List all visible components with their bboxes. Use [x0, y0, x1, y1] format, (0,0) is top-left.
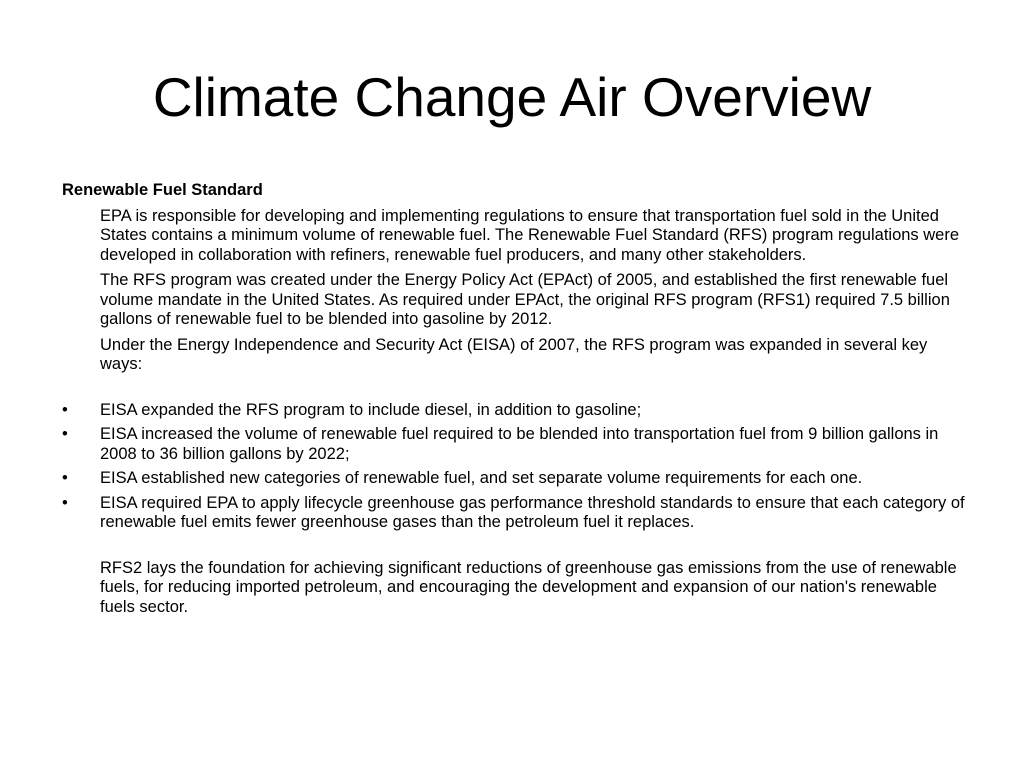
bullet-dot-icon: • — [62, 493, 68, 512]
bullet-dot-icon: • — [62, 400, 68, 419]
bullet-item — [62, 469, 972, 489]
section-heading: Renewable Fuel Standard — [62, 181, 263, 199]
slide-title: Climate Change Air Overview — [152, 66, 872, 128]
bullet-item — [62, 425, 972, 464]
paragraph-eisa-expansion: Under the Energy Independence and Security Act (EISA) of 2007, the RFS program was expanded in several key ways: — [100, 335, 928, 373]
paragraph-rfs-program-origin: The RFS program was created under the Energy Policy Act (EPAct) of 2005, and established the first renewable fuel volume mandate in the United States. As required under EPAct, the original RFS program (RFS1) required 7.5 billion gallons of renewable fuel to be blended into gasoline by 2012. — [100, 271, 950, 328]
closing-paragraph: RFS2 lays the foundation for achieving significant reductions of greenhouse gas emissions from the use of renewable fuels, for reducing imported petroleum, and encouraging the development and expansion of our nation's renewable fuels sector. — [100, 558, 957, 616]
bullet-item — [62, 401, 972, 421]
bullet-item — [62, 494, 972, 533]
bullet-dot-icon: • — [62, 425, 68, 443]
paragraph-epa-responsibility: EPA is responsible for developing and implementing regulations to ensure that transportation fuel sold in the United States contains a minimum volume of renewable fuel. The Renewable Fuel Standard (RFS) program regulations were developed in collaboration with refiners, renewable fuel producers, and many other stakeholders. — [100, 206, 960, 264]
bullet-text: EISA established new categories of renewable fuel, and set separate volume requirements for each one. — [100, 469, 863, 487]
bullet-text: EISA expanded the RFS program to include diesel, in addition to gasoline; — [100, 400, 642, 419]
slide-body — [62, 181, 972, 617]
bullet-text: EISA increased the volume of renewable fuel required to be blended into transportation fuel from 9 billion gallons in 2008 to 36 billion gallons by 2022; — [100, 425, 939, 463]
eisa-bullet-list — [62, 401, 972, 533]
bullet-dot-icon: • — [62, 469, 68, 487]
bullet-text: EISA required EPA to apply lifecycle greenhouse gas performance threshold standards to ensure that each category of renewable fuel emits fewer greenhouse gases than the petroleum fuel it replaces. — [100, 493, 965, 531]
